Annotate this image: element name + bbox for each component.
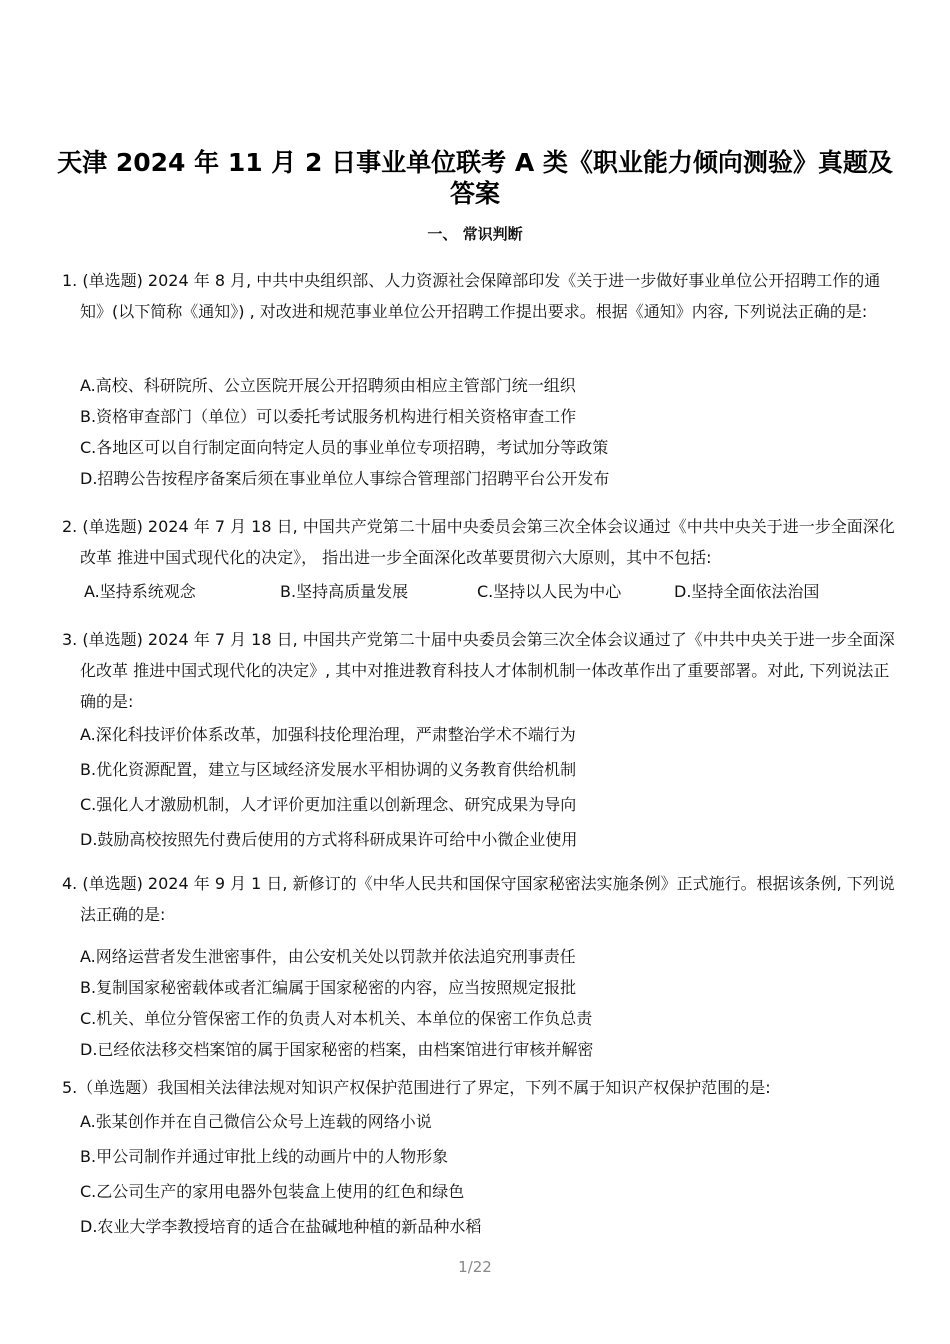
question-3-option-d: D.鼓励高校按照先付费后使用的方式将科研成果许可给中小微企业使用 bbox=[80, 830, 578, 849]
question-1-option-d: D.招聘公告按程序备案后须在事业单位人事综合管理部门招聘平台公开发布 bbox=[80, 469, 610, 488]
question-1-option-a: A.高校、科研院所、公立医院开展公开招聘须由相应主管部门统一组织 bbox=[80, 376, 576, 395]
question-2-option-d: D.坚持全面依法治国 bbox=[674, 582, 820, 601]
question-5-option-c: C.乙公司生产的家用电器外包装盒上使用的红色和绿色 bbox=[80, 1182, 465, 1201]
document-title: 天津 2024 年 11 月 2 日事业单位联考 A 类《职业能力倾向测验》真题及答案 bbox=[57, 148, 893, 208]
question-5-option-a: A.张某创作并在自己微信公众号上连载的网络小说 bbox=[80, 1112, 432, 1131]
question-1-option-c: C.各地区可以自行制定面向特定人员的事业单位专项招聘，考试加分等政策 bbox=[80, 438, 609, 457]
section-heading: 一、 常识判断 bbox=[427, 225, 523, 243]
question-2-option-a: A.坚持系统观念 bbox=[84, 582, 196, 601]
question-4-option-b: B.复制国家秘密载体或者汇编属于国家秘密的内容，应当按照规定报批 bbox=[80, 978, 577, 997]
question-1-option-b: B.资格审查部门（单位）可以委托考试服务机构进行相关资格审查工作 bbox=[80, 407, 577, 426]
question-2-option-b: B.坚持高质量发展 bbox=[280, 582, 409, 601]
question-4-option-a: A.网络运营者发生泄密事件，由公安机关处以罚款并依法追究刑事责任 bbox=[80, 947, 576, 966]
page-number: 1/22 bbox=[458, 1258, 492, 1276]
question-3-option-a: A.深化科技评价体系改革，加强科技伦理治理，严肃整治学术不端行为 bbox=[80, 725, 576, 744]
question-3-option-b: B.优化资源配置，建立与区域经济发展水平相协调的义务教育供给机制 bbox=[80, 760, 577, 779]
question-3-option-c: C.强化人才激励机制，人才评价更加注重以创新理念、研究成果为导向 bbox=[80, 795, 577, 814]
question-1-text: 1. (单选题) 2024 年 8 月, 中共中央组织部、人力资源社会保障部印发《关于进一步做好事业单位公开招聘工作的通知》(以下简称《通知》) , 对改进和规范事业单位公开招聘工作提出要求。根据《通知》内容, 下列说法正确的是: bbox=[62, 271, 881, 321]
question-5-text: 5.（单选题）我国相关法律法规对知识产权保护范围进行了界定，下列不属于知识产权保护范围的是: bbox=[62, 1078, 771, 1097]
question-5-option-d: D.农业大学李教授培育的适合在盐碱地种植的新品种水稻 bbox=[80, 1217, 482, 1236]
question-4-option-c: C.机关、单位分管保密工作的负责人对本机关、本单位的保密工作负总责 bbox=[80, 1009, 593, 1028]
question-4-text: 4. (单选题) 2024 年 9 月 1 日, 新修订的《中华人民共和国保守国家秘密法实施条例》正式施行。根据该条例, 下列说法正确的是: bbox=[62, 874, 895, 924]
question-5-option-b: B.甲公司制作并通过审批上线的动画片中的人物形象 bbox=[80, 1147, 449, 1166]
question-4-option-d: D.已经依法移交档案馆的属于国家秘密的档案，由档案馆进行审核并解密 bbox=[80, 1040, 594, 1059]
question-2-text: 2. (单选题) 2024 年 7 月 18 日, 中国共产党第二十届中央委员会第三次全体会议通过《中共中央关于进一步全面深化改革 推进中国式现代化的决定》， 指出进一步全面深化改革要贯彻六大原则，其中不包括: bbox=[62, 517, 895, 567]
question-2-option-c: C.坚持以人民为中心 bbox=[477, 582, 622, 601]
question-3-text: 3. (单选题) 2024 年 7 月 18 日, 中国共产党第二十届中央委员会第三次全体会议通过了《中共中央关于进一步全面深化改革 推进中国式现代化的决定》, 其中对推进教育科技人才体制机制一体改革作出了重要部署。对此, 下列说法正确的是: bbox=[62, 630, 895, 711]
